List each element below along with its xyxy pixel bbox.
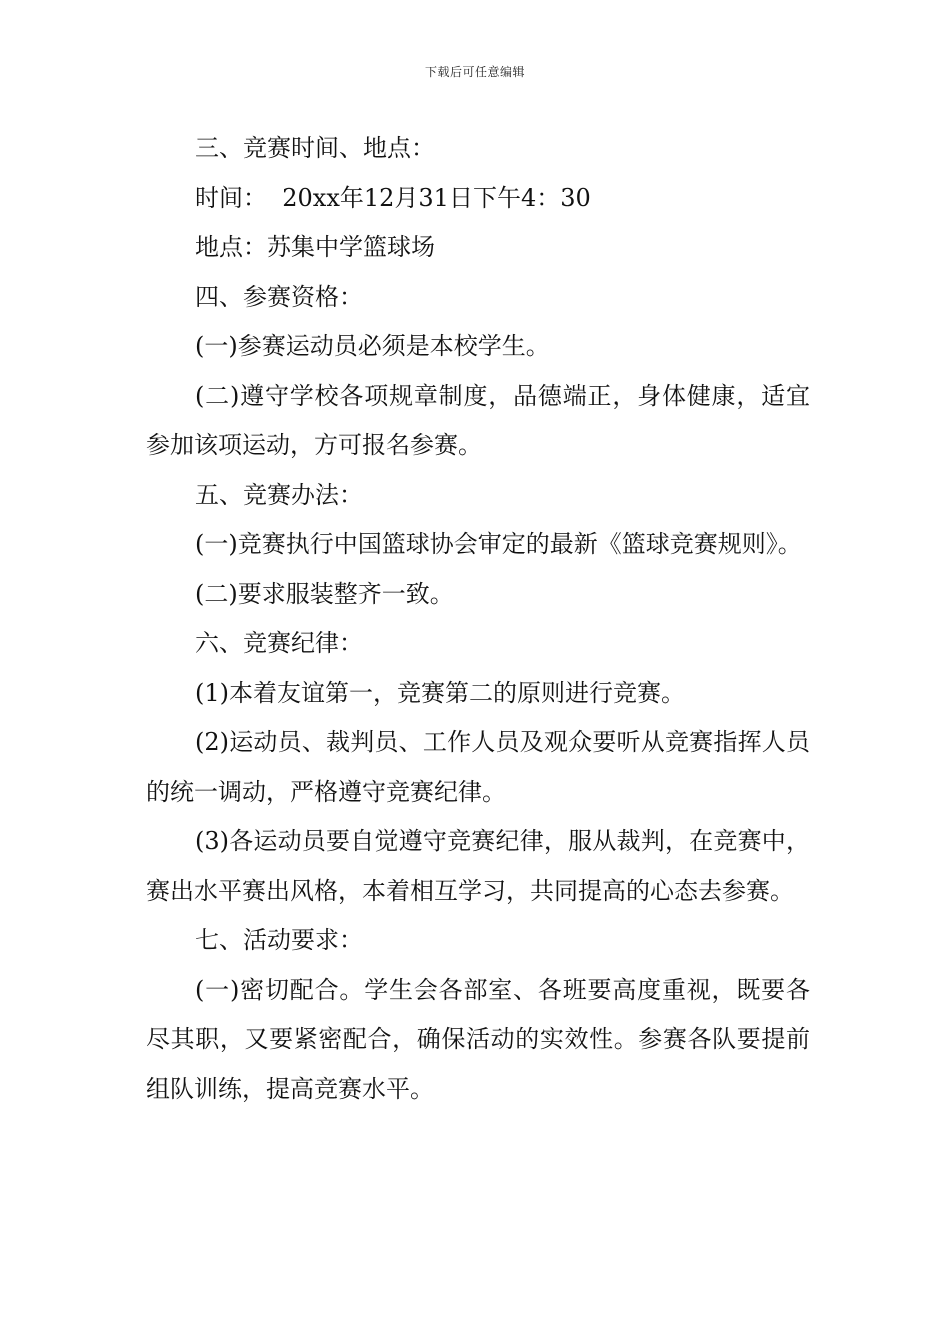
eligibility-item-1: (一)参赛运动员必须是本校学生。 <box>195 332 550 360</box>
section-heading-eligibility: 四、参赛资格： <box>195 282 363 311</box>
method-item-1: (一)竞赛执行中国篮球协会审定的最新《篮球竞赛规则》。 <box>195 530 802 558</box>
discipline-item-1: (1)本着友谊第一，竞赛第二的原则进行竞赛。 <box>195 678 685 707</box>
section-heading-time-location: 三、竞赛时间、地点： <box>195 134 435 162</box>
page-header: 下载后可任意编辑 <box>424 65 525 79</box>
discipline-item-3: (3)各运动员要自觉遵守竞赛纪律，服从裁判，在竞赛中，赛出水平赛出风格，本着相互学习，共同提高的心态去参赛。 <box>146 827 810 905</box>
method-item-2: (二)要求服装整齐一致。 <box>195 579 454 608</box>
location-line: 地点：苏集中学篮球场 <box>195 233 435 261</box>
requirements-item-1: (一)密切配合。学生会各部室、各班要高度重视，既要各尽其职，又要紧密配合，确保活动的实效性。参赛各队要提前组队训练，提高竞赛水平。 <box>146 975 810 1103</box>
section-heading-method: 五、竞赛办法： <box>195 480 363 509</box>
section-heading-discipline: 六、竞赛纪律： <box>195 629 363 657</box>
section-heading-requirements: 七、活动要求： <box>195 926 363 954</box>
eligibility-item-2: (二)遵守学校各项规章制度，品德端正，身体健康，适宜参加该项运动，方可报名参赛。 <box>146 381 810 459</box>
time-line: 时间： 20xx年12月31日下午4：30 <box>195 183 591 212</box>
document-body <box>146 124 810 1114</box>
discipline-item-2: (2)运动员、裁判员、工作人员及观众要听从竞赛指挥人员的统一调动，严格遵守竞赛纪律。 <box>146 728 810 806</box>
